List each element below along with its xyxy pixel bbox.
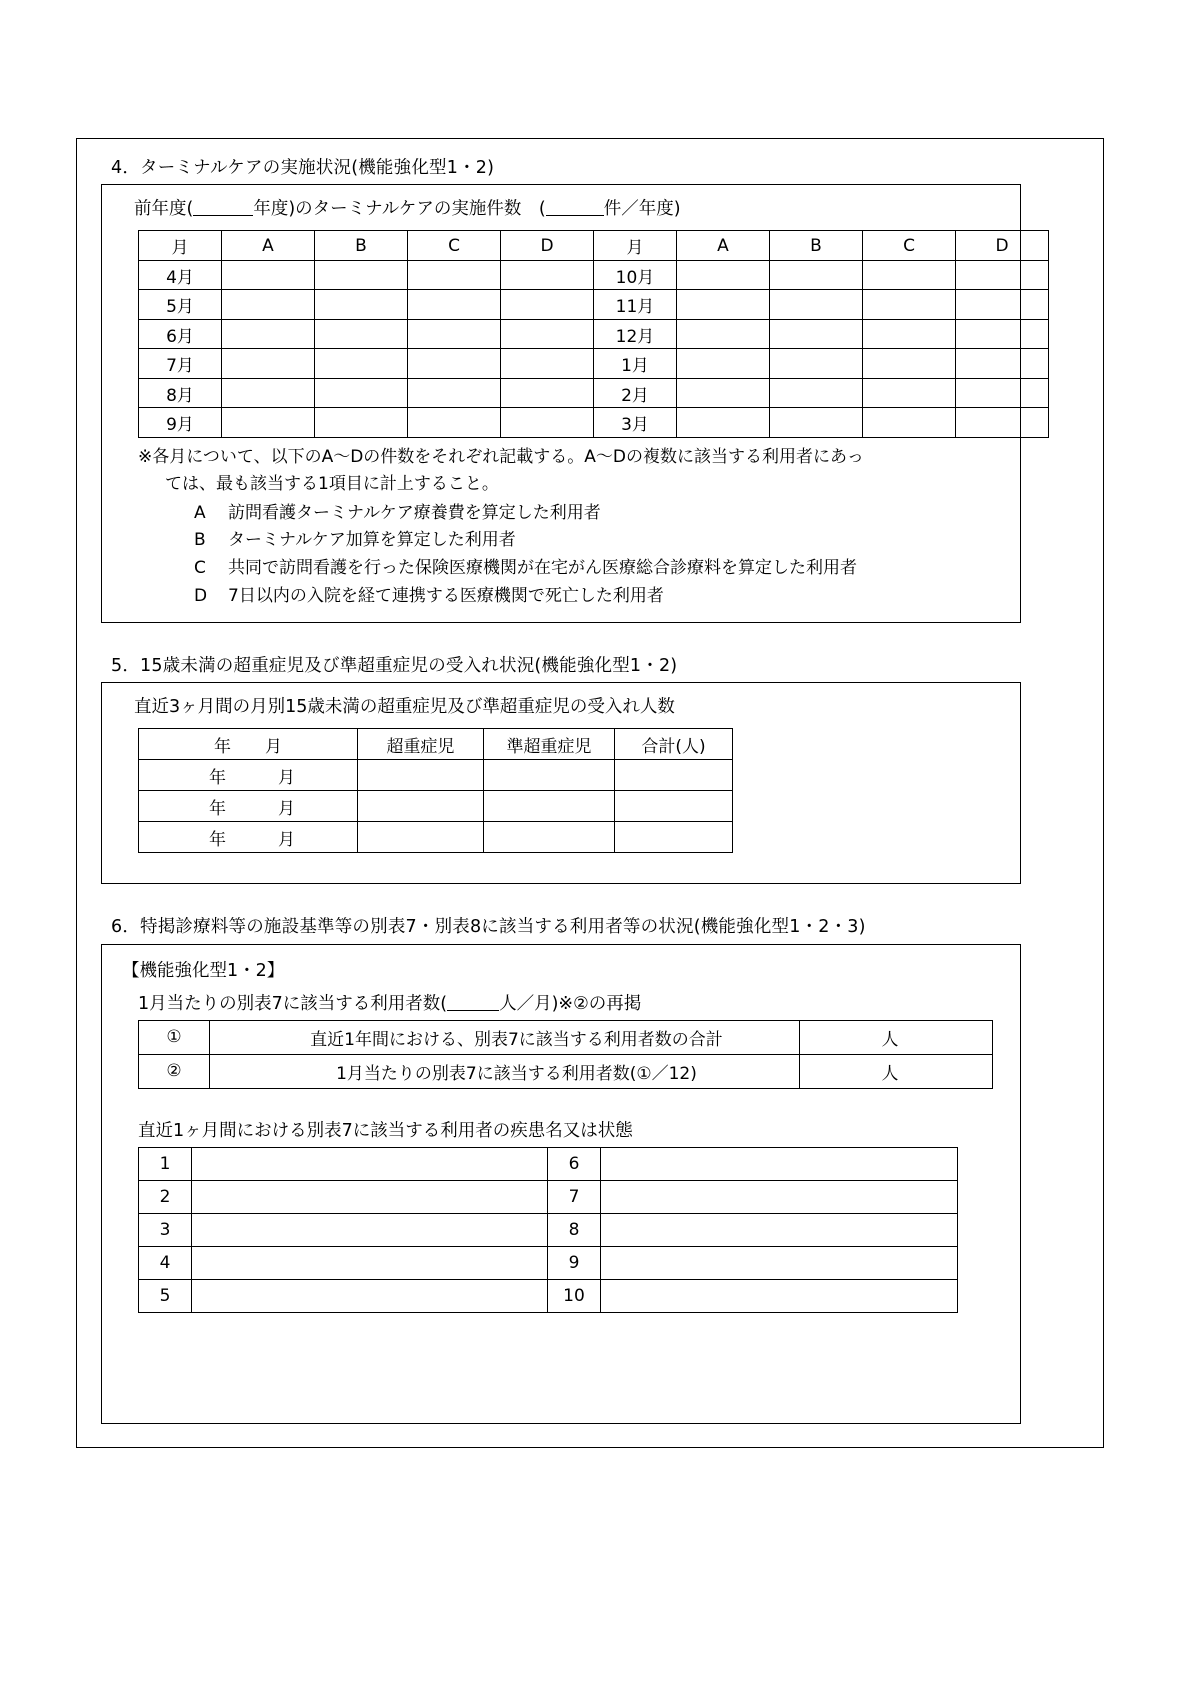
fiscal-year-blank[interactable]	[193, 199, 253, 217]
input-cell-junchoujuushou-2[interactable]	[484, 791, 615, 822]
input-cell-nov-a[interactable]	[677, 290, 770, 320]
year-label-2: 年	[209, 798, 226, 819]
disease-table-title: 直近1ヶ月間における別表7に該当する利用者の疾患名又は状態	[138, 1120, 633, 1141]
input-cell-sep-c[interactable]	[408, 408, 501, 438]
header-b-left: B	[315, 231, 408, 261]
header-a-right: A	[677, 231, 770, 261]
table-row	[139, 760, 733, 791]
input-cell-apr-a[interactable]	[222, 260, 315, 290]
terminal-care-title-part3: 件／年度)	[603, 199, 681, 220]
definition-key-b: B	[194, 530, 206, 551]
month-label-feb: 2月	[594, 378, 677, 408]
disease-number-10: 10	[548, 1279, 601, 1312]
input-cell-jan-c[interactable]	[863, 349, 956, 379]
input-cell-feb-a[interactable]	[677, 378, 770, 408]
table-row	[139, 260, 1049, 290]
input-cell-aug-a[interactable]	[222, 378, 315, 408]
monthly-users-blank[interactable]	[447, 993, 499, 1011]
table-header-row	[139, 729, 733, 760]
disease-name-table	[138, 1147, 958, 1313]
section-heading-5: 5．15歳未満の超重症児及び準超重症児の受入れ状況(機能強化型1・2)	[111, 656, 678, 677]
beppyo7-subtitle-part2: 人／月)※②の再掲	[499, 993, 642, 1014]
section-5-box	[101, 682, 1021, 884]
input-cell-nov-b[interactable]	[770, 290, 863, 320]
definition-text-d: 7日以内の入院を経て連携する医療機関で死亡した利用者	[228, 585, 664, 606]
month-label-aug: 8月	[139, 378, 222, 408]
header-total: 合計(人)	[615, 729, 733, 760]
input-cell-may-d[interactable]	[501, 290, 594, 320]
row-label-2: 1月当たりの別表7に該当する利用者数(①／12)	[210, 1054, 800, 1088]
beppyo7-monthly-subtitle	[138, 990, 1006, 1015]
input-cell-nov-d[interactable]	[956, 290, 1049, 320]
header-year-month: 年 月	[139, 729, 358, 760]
input-cell-feb-b[interactable]	[770, 378, 863, 408]
input-cell-dec-b[interactable]	[770, 319, 863, 349]
definition-key-d: D	[194, 585, 208, 606]
input-cell-may-a[interactable]	[222, 290, 315, 320]
disease-number-8: 8	[548, 1213, 601, 1246]
note-line-1: ※各月について、以下のA〜Dの件数をそれぞれ記載する。A〜Dの複数に該当する利用者にあっ	[138, 446, 864, 467]
section-spacer	[101, 884, 1021, 914]
input-cell-apr-b[interactable]	[315, 260, 408, 290]
table-row	[139, 319, 1049, 349]
definition-item-c	[138, 555, 1006, 583]
table-row	[139, 822, 733, 853]
input-cell-dec-a[interactable]	[677, 319, 770, 349]
input-cell-total-3[interactable]	[615, 822, 733, 853]
input-cell-jul-a[interactable]	[222, 349, 315, 379]
input-cell-jan-d[interactable]	[956, 349, 1049, 379]
choujuushou-box-title: 直近3ヶ月間の月別15歳未満の超重症児及び準超重症児の受入れ人数	[134, 697, 675, 718]
row-label-1: 直近1年間における、別表7に該当する利用者数の合計	[210, 1020, 800, 1054]
input-cell-jun-d[interactable]	[501, 319, 594, 349]
table-header-row	[139, 231, 1049, 261]
input-cell-jun-c[interactable]	[408, 319, 501, 349]
disease-number-9: 9	[548, 1246, 601, 1279]
table-row	[139, 791, 733, 822]
input-cell-may-b[interactable]	[315, 290, 408, 320]
year-label-3: 年	[209, 829, 226, 850]
section-heading-4: 4．ターミナルケアの実施状況(機能強化型1・2)	[111, 158, 495, 178]
definition-item-a	[138, 500, 1006, 528]
terminal-care-box-title	[134, 196, 1006, 223]
definition-item-d	[138, 583, 1006, 611]
row-number-1: ①	[139, 1020, 210, 1054]
table-row	[139, 1213, 958, 1246]
input-cell-mar-b[interactable]	[770, 408, 863, 438]
disease-number-4: 4	[139, 1246, 192, 1279]
definition-key-a: A	[194, 502, 206, 523]
disease-input-8[interactable]	[601, 1213, 958, 1246]
input-cell-oct-b[interactable]	[770, 260, 863, 290]
input-cell-jan-a[interactable]	[677, 349, 770, 379]
input-cell-aug-c[interactable]	[408, 378, 501, 408]
input-cell-sep-d[interactable]	[501, 408, 594, 438]
input-cell-oct-a[interactable]	[677, 260, 770, 290]
beppyo7-subtitle-part1: 1月当たりの別表7に該当する利用者数(	[138, 993, 448, 1014]
month-label-jul: 7月	[139, 349, 222, 379]
input-cell-oct-d[interactable]	[956, 260, 1049, 290]
definition-key-c: C	[194, 558, 206, 578]
input-cell-jul-d[interactable]	[501, 349, 594, 379]
input-cell-aug-d[interactable]	[501, 378, 594, 408]
table-row	[139, 1020, 993, 1054]
disease-input-10[interactable]	[601, 1279, 958, 1312]
disease-input-4[interactable]	[192, 1246, 548, 1279]
header-month-left: 月	[139, 231, 222, 261]
input-cell-jul-c[interactable]	[408, 349, 501, 379]
header-choujuushouji: 超重症児	[358, 729, 484, 760]
month-label-oct: 10月	[594, 260, 677, 290]
box-bottom-spacer	[116, 853, 1006, 871]
section-heading-6: 6．特掲診療料等の施設基準等の別表7・別表8に該当する利用者等の状況(機能強化型1・2・3)	[111, 917, 866, 938]
input-cell-choujuushou-2[interactable]	[358, 791, 484, 822]
input-cell-apr-c[interactable]	[408, 260, 501, 290]
inner-spacer	[116, 1089, 1006, 1115]
input-cell-jan-b[interactable]	[770, 349, 863, 379]
disease-input-1[interactable]	[192, 1147, 548, 1180]
disease-input-7[interactable]	[601, 1180, 958, 1213]
choujuushou-intake-table	[138, 728, 733, 853]
terminal-care-title-part1: 前年度(	[134, 199, 194, 220]
year-label-1: 年	[209, 767, 226, 788]
terminal-care-title-part2: 年度)のターミナルケアの実施件数 (	[253, 199, 546, 220]
definition-text-b: ターミナルケア加算を算定した利用者	[228, 530, 516, 551]
header-month-right: 月	[594, 231, 677, 261]
month-label-jun: 6月	[139, 319, 222, 349]
table-row	[139, 290, 1049, 320]
input-cell-total-1[interactable]	[615, 760, 733, 791]
beppyo7-count-table	[138, 1020, 993, 1089]
input-cell-apr-d[interactable]	[501, 260, 594, 290]
header-a-left: A	[222, 231, 315, 261]
input-cell-feb-c[interactable]	[863, 378, 956, 408]
disease-number-2: 2	[139, 1180, 192, 1213]
input-cell-feb-d[interactable]	[956, 378, 1049, 408]
case-count-blank[interactable]	[546, 199, 604, 217]
form-content	[101, 155, 1021, 1424]
table-row	[139, 378, 1049, 408]
input-cell-aug-b[interactable]	[315, 378, 408, 408]
disease-input-2[interactable]	[192, 1180, 548, 1213]
table-row	[139, 1180, 958, 1213]
input-cell-mar-d[interactable]	[956, 408, 1049, 438]
header-junchoujuushouji: 準超重症児	[484, 729, 615, 760]
disease-number-1: 1	[139, 1147, 192, 1180]
header-b-right: B	[770, 231, 863, 261]
table-row	[139, 1054, 993, 1088]
month-label-1: 月	[278, 767, 295, 788]
terminal-care-month-table	[138, 230, 1049, 438]
row-value-unit-1[interactable]: 人	[800, 1020, 993, 1054]
disease-number-6: 6	[548, 1147, 601, 1180]
year-month-input-row-1[interactable]	[139, 760, 358, 791]
month-label-dec: 12月	[594, 319, 677, 349]
section-4-box	[101, 184, 1021, 623]
terminal-care-note	[138, 444, 1006, 610]
month-label-apr: 4月	[139, 260, 222, 290]
input-cell-jul-b[interactable]	[315, 349, 408, 379]
input-cell-junchoujuushou-1[interactable]	[484, 760, 615, 791]
definition-text-a: 訪問看護ターミナルケア療養費を算定した利用者	[228, 502, 601, 523]
disease-input-5[interactable]	[192, 1279, 548, 1312]
year-month-input-row-2[interactable]	[139, 791, 358, 822]
input-cell-jun-b[interactable]	[315, 319, 408, 349]
input-cell-nov-c[interactable]	[863, 290, 956, 320]
input-cell-choujuushou-1[interactable]	[358, 760, 484, 791]
definition-item-b	[138, 527, 1006, 555]
section-terminal-care	[101, 155, 1021, 623]
input-cell-junchoujuushou-3[interactable]	[484, 822, 615, 853]
section-beppyo	[101, 914, 1021, 1423]
section-spacer	[101, 623, 1021, 653]
disease-input-9[interactable]	[601, 1246, 958, 1279]
input-cell-jun-a[interactable]	[222, 319, 315, 349]
input-cell-dec-c[interactable]	[863, 319, 956, 349]
input-cell-choujuushou-3[interactable]	[358, 822, 484, 853]
disease-number-7: 7	[548, 1180, 601, 1213]
table-row	[139, 1246, 958, 1279]
input-cell-mar-c[interactable]	[863, 408, 956, 438]
month-label-3: 月	[278, 829, 295, 850]
note-line-2: ては、最も該当する1項目に計上すること。	[165, 474, 499, 495]
month-label-mar: 3月	[594, 408, 677, 438]
table-row	[139, 349, 1049, 379]
header-c-left: C	[408, 231, 501, 261]
disease-input-3[interactable]	[192, 1213, 548, 1246]
section-choujuushou	[101, 653, 1021, 884]
month-label-2: 月	[278, 798, 295, 819]
header-c-right: C	[863, 231, 956, 261]
table-row	[139, 1147, 958, 1180]
header-d-right: D	[956, 231, 1049, 261]
table-row	[139, 1279, 958, 1312]
input-cell-dec-d[interactable]	[956, 319, 1049, 349]
disease-number-3: 3	[139, 1213, 192, 1246]
row-value-unit-2[interactable]: 人	[800, 1054, 993, 1088]
definition-text-c: 共同で訪問看護を行った保険医療機関が在宅がん医療総合診療料を算定した利用者	[228, 558, 857, 578]
disease-number-5: 5	[139, 1279, 192, 1312]
month-label-jan: 1月	[594, 349, 677, 379]
disease-input-6[interactable]	[601, 1147, 958, 1180]
input-cell-sep-a[interactable]	[222, 408, 315, 438]
month-label-may: 5月	[139, 290, 222, 320]
month-label-sep: 9月	[139, 408, 222, 438]
row-number-2: ②	[139, 1054, 210, 1088]
kinou-kyoukagata-label: 【機能強化型1・2】	[122, 960, 285, 981]
input-cell-sep-b[interactable]	[315, 408, 408, 438]
input-cell-mar-a[interactable]	[677, 408, 770, 438]
section-6-box	[101, 944, 1021, 1424]
year-month-input-row-3[interactable]	[139, 822, 358, 853]
input-cell-oct-c[interactable]	[863, 260, 956, 290]
input-cell-total-2[interactable]	[615, 791, 733, 822]
abcd-definition-list	[138, 500, 1006, 610]
month-label-nov: 11月	[594, 290, 677, 320]
input-cell-may-c[interactable]	[408, 290, 501, 320]
table-row	[139, 408, 1049, 438]
header-d-left: D	[501, 231, 594, 261]
